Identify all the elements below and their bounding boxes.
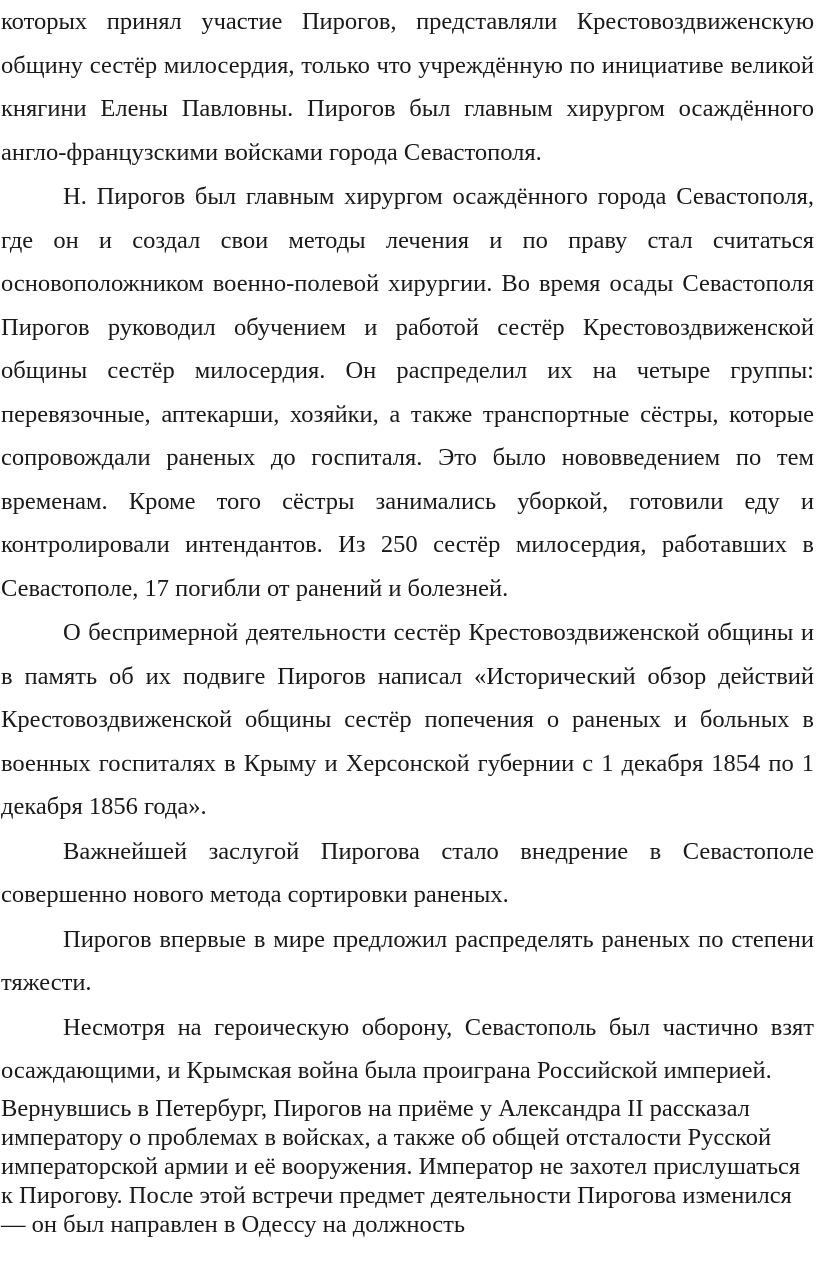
paragraph-triage-merit: Важнейшей заслугой Пирогова стало внедрение в Севастополе совершенно нового метода сортировки раненых. <box>1 837 814 908</box>
paragraph-continuation: которых принял участие Пирогов, представляли Крестовоздвиженскую общину сестёр милосердия, только что учреждённую по инициативе великой княгини Елены Павловны. Пирогов был главным хирургом осаждённого англо-французскими войсками города Севастополя. <box>1 8 814 166</box>
paragraph-historical-review: О беспримерной деятельности сестёр Крестовоздвиженской общины и в память об их подвиге Пирогов написал «Исторический обзор действий Крестовоздвиженской общины сестёр попечения о раненых и больных в военных госпиталях в Крыму и Херсонской губернии с 1 декабря 1854 по 1 декабря 1856 года». <box>1 619 814 820</box>
paragraph-sevastopol-surgery: Н. Пирогов был главным хирургом осаждённого города Севастополя, где он и создал свои методы лечения и по праву стал считаться основоположником военно-полевой хирургии. Во время осады Севастополя Пирогов руководил обучением и работой сестёр Крестовоздвиженской общины сестёр милосердия. Он распределил их на четыре группы: перевязочные, аптекарши, хозяйки, а также транспортные сёстры, которые сопровождали раненых до госпиталя. Это было нововведением по тем временам. Кроме того сёстры занимались уборкой, готовили еду и контролировали интендантов. Из 250 сестёр милосердия, работавших в Севастополе, 17 погибли от ранений и болезней. <box>1 183 814 602</box>
paragraph-return-petersburg: Вернувшись в Петербург, Пирогов на приёме у Александра II рассказал императору о проблемах в войсках, а также об общей отсталости Русской императорской армии и её вооружения. Император не захотел прислушаться к Пирогову. После этой встречи предмет деятельности Пирогова изменился — он был направлен в Одессу на должность <box>1 1094 801 1238</box>
paragraph-triage-first: Пирогов впервые в мире предложил распределять раненых по степени тяжести. <box>1 925 814 996</box>
paragraph-war-lost: Несмотря на героическую оборону, Севастополь был частично взят осаждающими, и Крымская война была проиграна Российской империей. <box>1 1013 814 1084</box>
